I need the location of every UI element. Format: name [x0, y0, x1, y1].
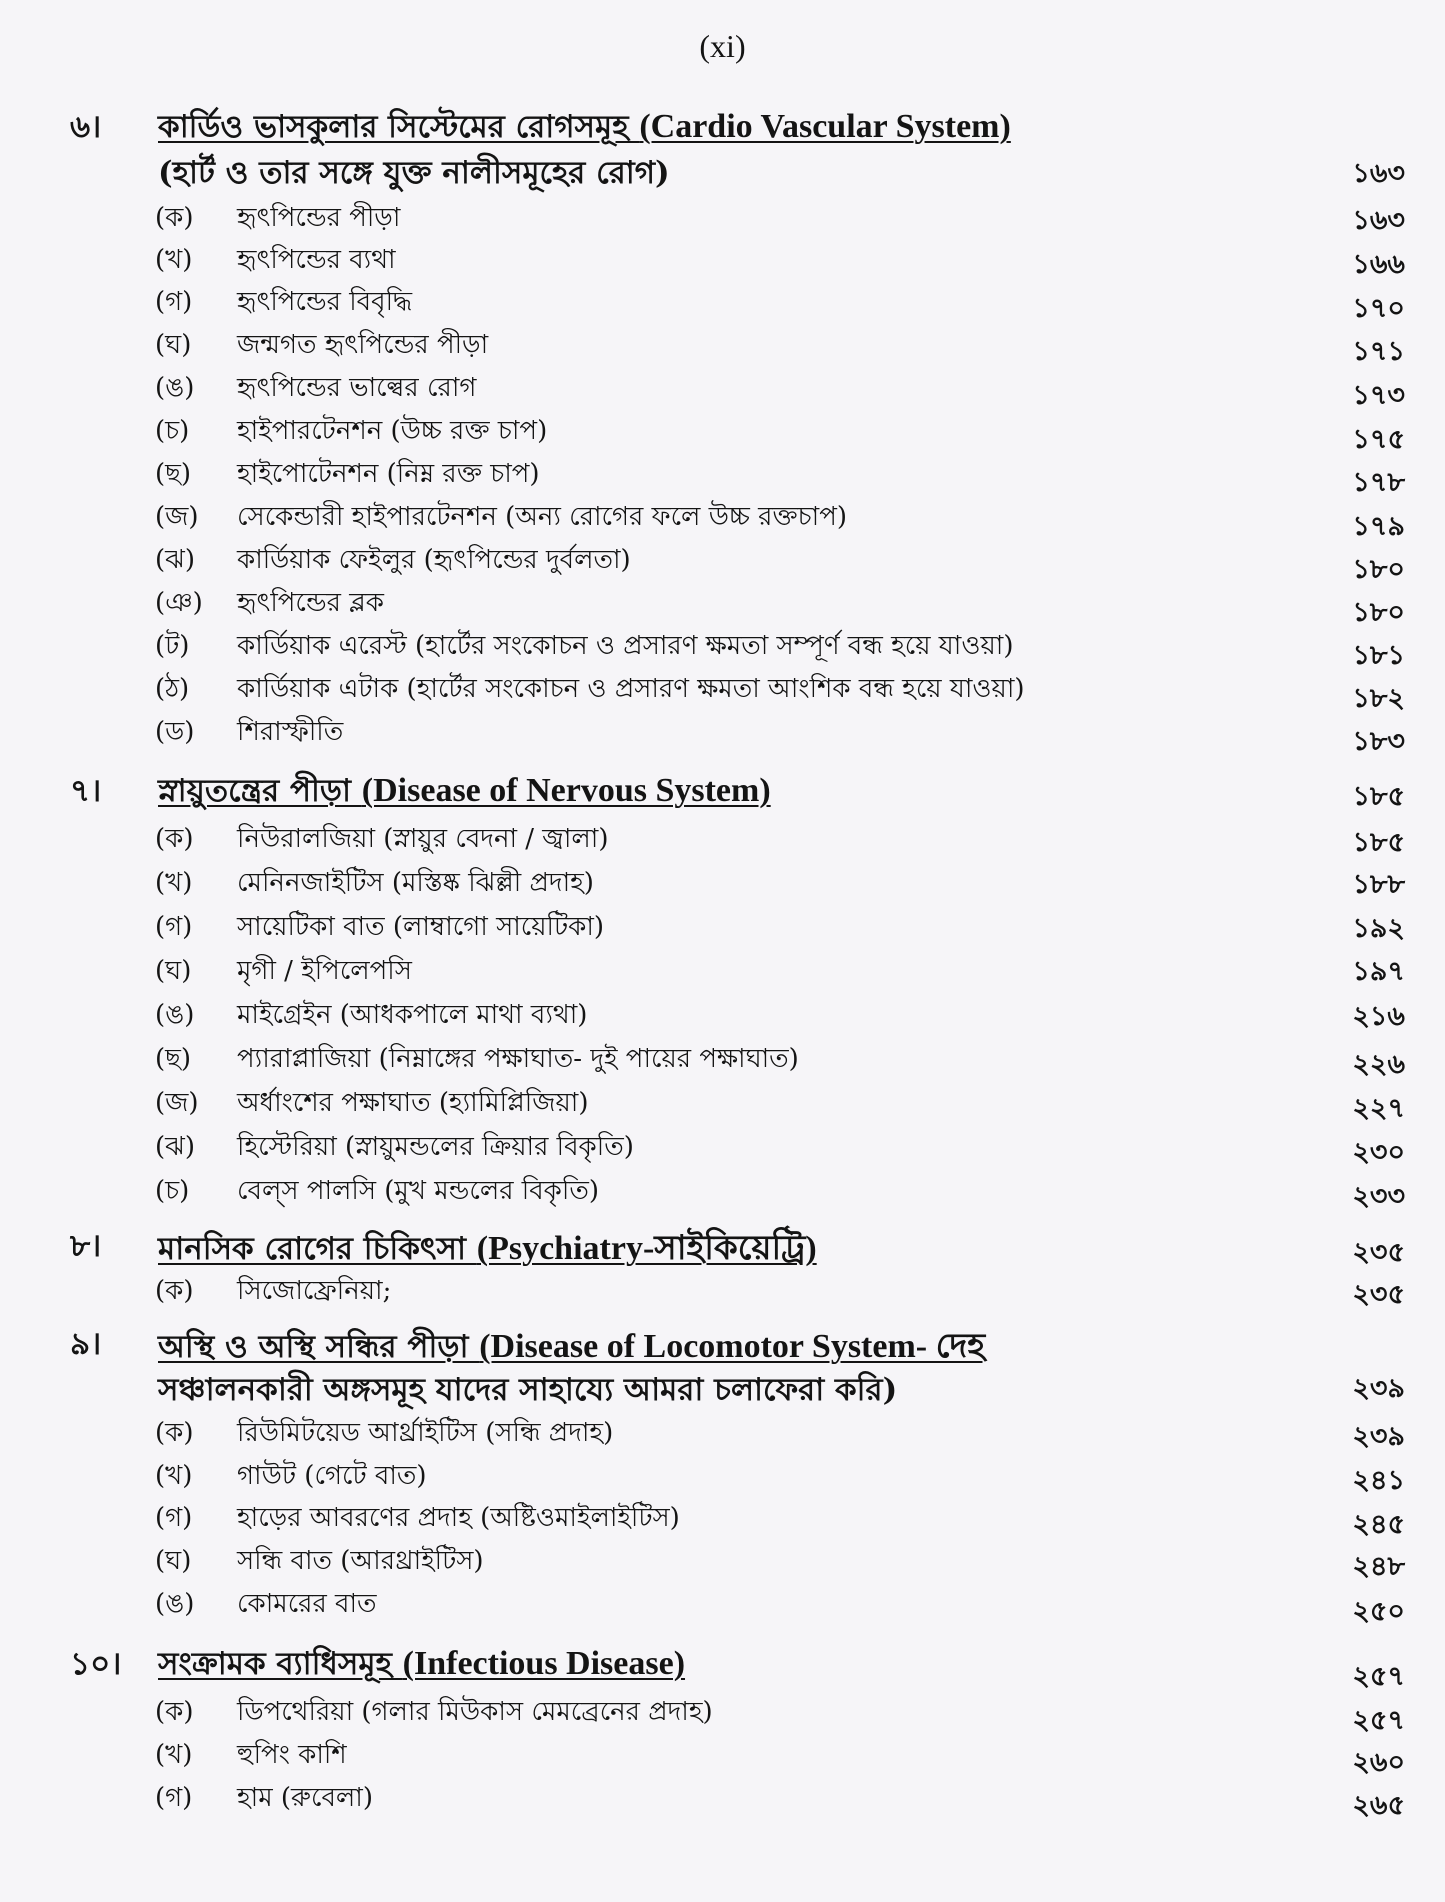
item-page: ২৫৭ — [1352, 1705, 1405, 1736]
item-page: ১৭০ — [1352, 293, 1405, 324]
item-marker: (গ) — [155, 1783, 193, 1813]
item-page: ২৬৫ — [1352, 1790, 1405, 1821]
section-7-page: ১৮৫ — [1352, 781, 1405, 812]
section-number: ৭। — [70, 773, 102, 809]
item-text: জন্মগত হৃৎপিন্ডের পীড়া — [237, 330, 489, 360]
section-title-en: (Disease of Nervous System) — [361, 772, 771, 809]
list-item — [155, 1734, 1405, 1774]
item-page: ২৩৯ — [1352, 1421, 1405, 1452]
list-item — [155, 1777, 1405, 1817]
item-page: ১৬৩ — [1352, 205, 1405, 236]
section-title-bn: কার্ডিও ভাসকুলার সিস্টেমের রোগসমূহ — [158, 109, 640, 145]
list-item — [155, 1497, 1405, 1537]
item-marker: (গ) — [155, 1503, 193, 1533]
list-item — [155, 410, 1405, 450]
item-text: হৃৎপিন্ডের ব্যথা — [237, 245, 396, 275]
list-item — [155, 1270, 1405, 1310]
item-page: ১৮৮ — [1352, 869, 1405, 900]
item-text: সিজোফ্রেনিয়া; — [237, 1276, 392, 1306]
item-page: ২৪৮ — [1352, 1551, 1405, 1582]
item-page: ১৮০ — [1352, 597, 1405, 628]
item-marker: (ক) — [155, 1418, 194, 1448]
item-text: প্যারাপ্লাজিয়া (নিম্নাঙ্গের পক্ষাঘাত- দুই পায়ের পক্ষাঘাত) — [237, 1044, 799, 1074]
item-page: ২২৭ — [1352, 1093, 1405, 1124]
item-marker: (ঞ) — [155, 588, 203, 618]
list-item — [155, 862, 1405, 902]
section-9-title — [70, 1320, 1405, 1364]
item-text: কার্ডিয়াক এরেস্ট (হার্টের সংকোচন ও প্রসারণ ক্ষমতা সম্পূর্ণ বন্ধ হয়ে যাওয়া) — [237, 631, 1014, 661]
item-text: হিস্টেরিয়া (স্নায়ুমন্ডলের ক্রিয়ার বিকৃতি) — [237, 1132, 634, 1162]
item-page: ১৬৬ — [1352, 249, 1405, 280]
item-marker: (ঠ) — [155, 674, 190, 704]
item-text: হৃৎপিন্ডের বিবৃদ্ধি — [237, 287, 413, 317]
item-marker: (ক) — [155, 1276, 194, 1306]
item-text: হৃৎপিন্ডের ভাল্বের রোগ — [237, 373, 477, 403]
item-text: হুপিং কাশি — [237, 1740, 347, 1770]
section-number: ৮। — [70, 1228, 102, 1264]
list-item — [155, 1170, 1405, 1210]
list-item — [155, 239, 1405, 279]
item-text: গাউট (গেটে বাত) — [237, 1461, 427, 1491]
item-marker: (ঙ) — [155, 1000, 195, 1030]
item-marker: (খ) — [155, 1461, 193, 1491]
item-marker: (ঙ) — [155, 373, 195, 403]
list-item — [155, 197, 1405, 237]
item-text: ডিপথেরিয়া (গলার মিউকাস মেমব্রেনের প্রদাহ) — [237, 1697, 713, 1727]
item-text: কার্ডিয়াক ফেইলুর (হৃৎপিন্ডের দুর্বলতা) — [237, 545, 631, 575]
list-item — [155, 539, 1405, 579]
item-text: হাইপোটেনশন (নিম্ন রক্ত চাপ) — [237, 459, 540, 489]
item-text: কার্ডিয়াক এটাক (হার্টের সংকোচন ও প্রসারণ ক্ষমতা আংশিক বন্ধ হয়ে যাওয়া) — [237, 674, 1025, 704]
section-number: ৯। — [70, 1326, 102, 1362]
section-subtitle: সঞ্চালনকারী অঙ্গসমূহ যাদের সাহায্যে আমরা চলাফেরা করি) — [158, 1372, 898, 1408]
list-item — [155, 1412, 1405, 1452]
item-page: ১৭১ — [1352, 336, 1405, 367]
item-marker: (চ) — [155, 416, 190, 446]
page-number: (xi) — [699, 28, 746, 64]
item-page: ১৯৭ — [1352, 956, 1405, 987]
item-text: মৃগী / ইপিলেপসি — [237, 956, 412, 986]
section-10-page: ২৫৭ — [1352, 1661, 1405, 1692]
item-page: ২৩০ — [1352, 1137, 1405, 1168]
item-marker: (ছ) — [155, 459, 192, 489]
item-marker: (ছ) — [155, 1044, 192, 1074]
list-item — [155, 496, 1405, 536]
item-page: ১৮১ — [1352, 640, 1405, 671]
list-item — [155, 1082, 1405, 1122]
section-subtitle: (হার্ট ও তার সঙ্গে যুক্ত নালীসমূহের রোগ) — [158, 155, 670, 191]
item-text: কোমরের বাত — [237, 1589, 377, 1619]
list-item — [155, 453, 1405, 493]
item-text: অর্ধাংশের পক্ষাঘাত (হ্যামিপ্লিজিয়া) — [237, 1088, 589, 1118]
section-7-title — [70, 767, 1405, 811]
item-marker: (ক) — [155, 1697, 194, 1727]
list-item — [155, 1583, 1405, 1623]
section-6-page: ১৬৩ — [1352, 158, 1405, 189]
item-page: ১৮২ — [1352, 683, 1405, 714]
list-item — [155, 950, 1405, 990]
item-text: রিউমিটয়েড আর্থ্রাইটিস (সন্ধি প্রদাহ) — [237, 1418, 614, 1448]
section-6-title — [70, 103, 1405, 147]
item-marker: (ঘ) — [155, 1546, 192, 1576]
item-page: ২৩৩ — [1352, 1181, 1405, 1212]
item-marker: (ট) — [155, 631, 190, 661]
section-9-page: ২৩৯ — [1352, 1373, 1405, 1404]
item-text: সেকেন্ডারী হাইপারটেনশন (অন্য রোগের ফলে উচ্চ রক্তচাপ) — [237, 502, 847, 532]
item-page: ২৪১ — [1352, 1465, 1405, 1496]
list-item — [155, 818, 1405, 858]
list-item — [155, 1038, 1405, 1078]
item-marker: (ঝ) — [155, 545, 195, 575]
section-title-bn: অস্থি ও অস্থি সন্ধির পীড়া — [158, 1329, 480, 1365]
item-page: ১৭৫ — [1352, 424, 1405, 455]
item-marker: (গ) — [155, 287, 193, 317]
section-title-en: (Psychiatry-সাইকিয়েট্রি) — [476, 1230, 817, 1267]
section-title-bn: স্নায়ুতন্ত্রের পীড়া — [158, 773, 362, 809]
item-marker: (ঙ) — [155, 1589, 195, 1619]
item-marker: (জ) — [155, 1088, 199, 1118]
section-9-subtitle — [70, 1366, 1405, 1410]
item-text: মাইগ্রেইন (আধকপালে মাথা ব্যথা) — [237, 1000, 588, 1030]
item-text: নিউরালজিয়া (স্নায়ুর বেদনা / জ্বালা) — [237, 824, 609, 854]
list-item — [155, 906, 1405, 946]
item-marker: (ক) — [155, 824, 194, 854]
list-item — [155, 1455, 1405, 1495]
list-item — [155, 711, 1405, 751]
section-title-en: (Infectious Disease) — [402, 1645, 686, 1682]
list-item — [155, 668, 1405, 708]
item-marker: (ক) — [155, 203, 194, 233]
item-text: শিরাস্ফীতি — [237, 717, 344, 747]
item-text: সায়েটিকা বাত (লাম্বাগো সায়েটিকা) — [237, 912, 605, 942]
list-item — [155, 625, 1405, 665]
item-page: ২২৬ — [1352, 1049, 1405, 1080]
item-page: ২৩৫ — [1352, 1279, 1405, 1310]
item-marker: (চ) — [155, 1176, 190, 1206]
list-item — [155, 1540, 1405, 1580]
section-title-bn: সংক্রামক ব্যাধিসমূহ — [158, 1646, 403, 1682]
item-marker: (ঘ) — [155, 330, 192, 360]
item-page: ২১৬ — [1352, 1001, 1405, 1032]
item-text: হাম (রুবেলা) — [237, 1783, 373, 1813]
item-marker: (জ) — [155, 502, 199, 532]
item-text: সন্ধি বাত (আরথ্রাইটিস) — [237, 1546, 484, 1576]
item-marker: (ঘ) — [155, 956, 192, 986]
item-marker: (খ) — [155, 868, 193, 898]
item-page: ১৮৫ — [1352, 827, 1405, 858]
item-text: হাইপারটেনশন (উচ্চ রক্ত চাপ) — [237, 416, 548, 446]
item-text: হাড়ের আবরণের প্রদাহ (অষ্টিওমাইলাইটিস) — [237, 1503, 680, 1533]
section-6-subtitle — [70, 149, 1405, 193]
item-page: ১৭৯ — [1352, 511, 1405, 542]
section-number: ১০। — [70, 1646, 122, 1682]
list-item — [155, 994, 1405, 1034]
item-text: বেল্‌স পালসি (মুখ মন্ডলের বিকৃতি) — [237, 1176, 599, 1206]
section-number: ৬। — [70, 109, 102, 145]
list-item — [155, 324, 1405, 364]
section-8-page: ২৩৫ — [1352, 1237, 1405, 1268]
list-item — [155, 1691, 1405, 1731]
item-page: ১৮৩ — [1352, 726, 1405, 757]
item-text: মেনিনজাইটিস (মস্তিষ্ক ঝিল্লী প্রদাহ) — [237, 868, 594, 898]
item-text: হৃৎপিন্ডের ব্লক — [237, 588, 384, 618]
item-page: ২৫০ — [1352, 1596, 1405, 1627]
item-page: ১৭৩ — [1352, 380, 1405, 411]
list-item — [155, 582, 1405, 622]
item-marker: (খ) — [155, 1740, 193, 1770]
section-title-bn: মানসিক রোগের চিকিৎসা — [158, 1231, 477, 1267]
item-page: ১৭৮ — [1352, 467, 1405, 498]
item-page: ২৪৫ — [1352, 1509, 1405, 1540]
item-text: হৃৎপিন্ডের পীড়া — [237, 203, 401, 233]
item-page: ১৯২ — [1352, 913, 1405, 944]
item-page: ১৮০ — [1352, 554, 1405, 585]
section-title-en: (Cardio Vascular System) — [639, 108, 1011, 145]
item-marker: (ঝ) — [155, 1132, 195, 1162]
list-item — [155, 367, 1405, 407]
list-item — [155, 281, 1405, 321]
item-marker: (গ) — [155, 912, 193, 942]
list-item — [155, 1126, 1405, 1166]
section-8-title — [70, 1222, 1405, 1266]
item-marker: (খ) — [155, 245, 193, 275]
section-10-title — [70, 1640, 1405, 1684]
item-page: ২৬০ — [1352, 1747, 1405, 1778]
section-title-en: (Disease of Locomotor System- দেহ — [479, 1328, 986, 1365]
item-marker: (ড) — [155, 717, 195, 747]
